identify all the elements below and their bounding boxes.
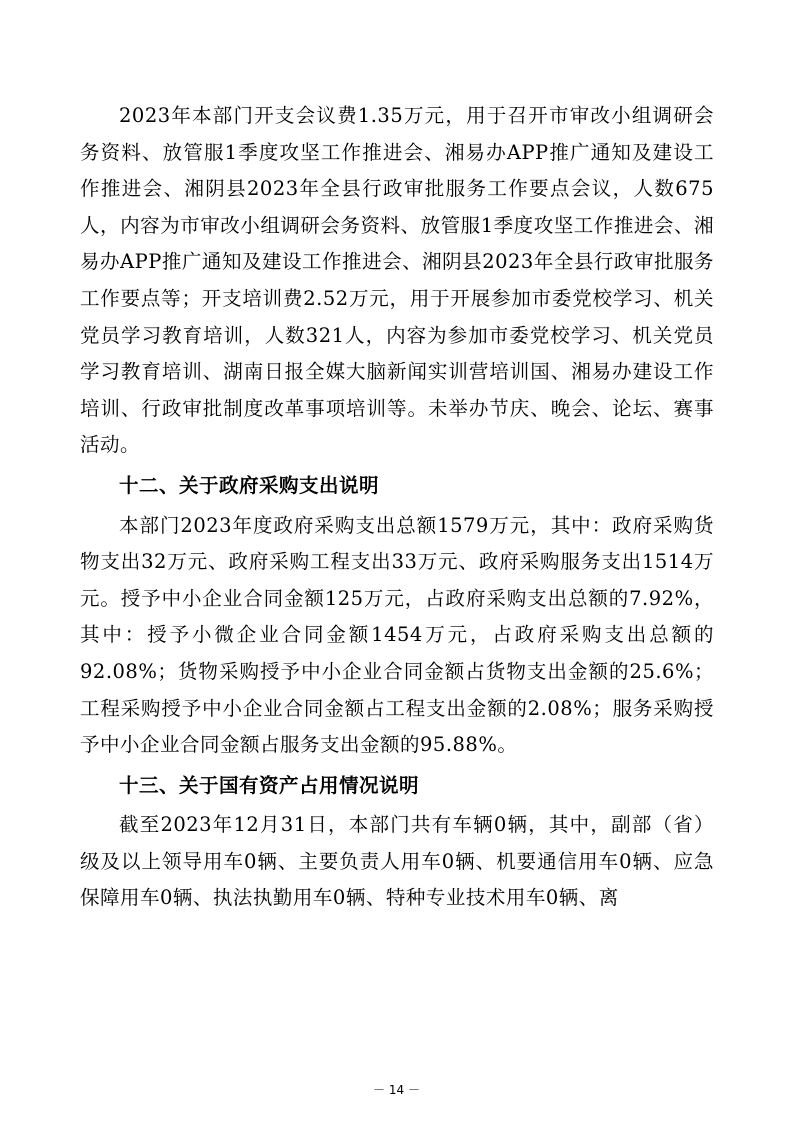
paragraph-state-assets: 截至2023年12月31日，本部门共有车辆0辆，其中，副部（省）级及以上领导用车0辆、主要负责人用车0辆、机要通信用车0辆、应急保障用车0辆、执法执勤用车0辆、特种专业技术用车0辆、离 <box>80 813 714 910</box>
paragraph-government-procurement: 本部门2023年度政府采购支出总额1579万元，其中：政府采购货物支出32万元、政府采购工程支出33万元、政府采购服务支出1514万元。授予中小企业合同金额125万元，占政府采购支出总额的7.92%，其中：授予小微企业合同金额1454万元，占政府采购支出总额的92.08%；货物采购授予中小企业合同金额占货物支出金额的25.6%；工程采购授予中小企业合同金额占工程支出金额的2.08%；服务采购授予中小企业合同金额占服务支出金额的95.88%。 <box>80 513 714 757</box>
page-number: － 14 － <box>373 1083 420 1097</box>
document-body <box>80 98 714 917</box>
section-heading-state-assets: 十三、关于国有资产占用情况说明 <box>119 773 420 797</box>
section-heading-government-procurement: 十二、关于政府采购支出说明 <box>119 473 380 497</box>
paragraph-meeting-training-expenses: 2023年本部门开支会议费1.35万元，用于召开市审改小组调研会务资料、放管服1季度攻坚工作推进会、湘易办APP推广通知及建设工作推进会、湘阴县2023年全县行政审批服务工作要点会议，人数675人，内容为市审改小组调研会务资料、放管服1季度攻坚工作推进会、湘易办APP推广通知及建设工作推进会、湘阴县2023年全县行政审批服务工作要点等；开支培训费2.52万元，用于开展参加市委党校学习、机关党员学习教育培训，人数321人，内容为参加市委党校学习、机关党员学习教育培训、湖南日报全媒大脑新闻实训营培训国、湘易办建设工作培训、行政审批制度改革事项培训等。未举办节庆、晚会、论坛、赛事活动。 <box>80 104 714 457</box>
